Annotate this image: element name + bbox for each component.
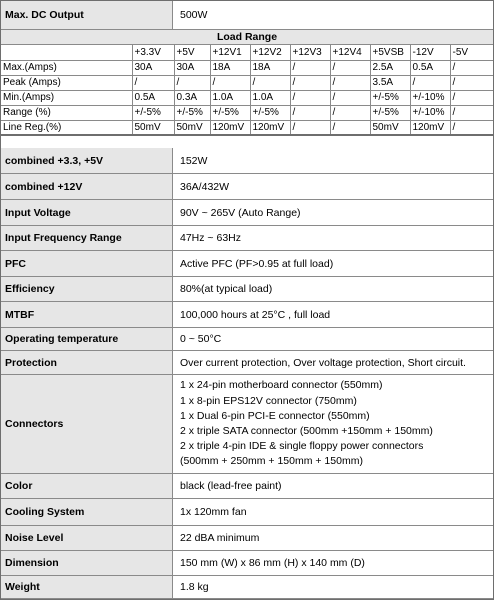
spec-row-input-voltage [1,200,493,226]
table-cell: / [174,75,210,90]
table-cell: / [290,105,330,120]
table-cell: / [450,90,493,105]
spec-row-cooling-system [1,499,493,526]
table-cell: 30A [174,60,210,75]
table-cell: / [132,75,174,90]
spec-label: MTBF [1,302,173,328]
table-cell: / [330,120,370,135]
spec-value: 150 mm (W) x 86 mm (H) x 140 mm (D) [173,551,493,576]
spec-row-weight [1,576,493,599]
table-cell: / [330,75,370,90]
load-range-header-row [1,45,493,60]
spec-label: PFC [1,251,173,277]
table-cell: +/-5% [174,105,210,120]
table-cell: 120mV [410,120,450,135]
spec-label: Efficiency [1,277,173,302]
table-cell: / [450,120,493,135]
spec-value: Over current protection, Over voltage protection, Short circuit. [173,351,493,375]
spec-value: Active PFC (PF>0.95 at full load) [173,251,493,277]
table-cell: 50mV [174,120,210,135]
spec-row-combined-12v [1,174,493,200]
load-range-row [1,75,493,90]
spec-value: 1x 120mm fan [173,499,493,526]
load-range-table [1,45,493,136]
spec-label: Noise Level [1,526,173,551]
spec-value: 22 dBA minimum [173,526,493,551]
table-cell: / [450,75,493,90]
connector-line: (500mm + 250mm + 150mm + 150mm) [180,455,363,468]
spec-row-combined-3-3-5v [1,148,493,174]
spec-row-operating-temperature [1,328,493,351]
column-header: +5VSB [370,45,410,60]
table-cell: +/-5% [370,105,410,120]
spec-label: Input Frequency Range [1,226,173,251]
spec-row-color [1,474,493,499]
load-range-row [1,120,493,135]
spec-row-noise-level [1,526,493,551]
spec-label: Operating temperature [1,328,173,351]
spec-value: 47Hz ~ 63Hz [173,226,493,251]
connector-line: 1 x 8-pin EPS12V connector (750mm) [180,394,357,407]
spec-value: 0 ~ 50°C [173,328,493,351]
spec-label: Weight [1,576,173,599]
column-header: +3.3V [132,45,174,60]
spec-label: Max. DC Output [1,1,173,30]
table-cell: 18A [250,60,290,75]
table-cell: +/-10% [410,90,450,105]
spec-row-dimension [1,551,493,576]
connector-line: 1 x 24-pin motherboard connector (550mm) [180,379,383,392]
spec-row-efficiency [1,277,493,302]
connector-line: 1 x Dual 6-pin PCI-E connector (550mm) [180,409,370,422]
spec-row-pfc [1,251,493,277]
table-cell: / [290,120,330,135]
column-header: +12V4 [330,45,370,60]
spec-value: 36A/432W [173,174,493,200]
column-header [1,45,132,60]
table-cell: / [290,75,330,90]
column-header: +12V1 [210,45,250,60]
row-label: Max.(Amps) [1,60,132,75]
table-cell: 1.0A [210,90,250,105]
column-header: +12V3 [290,45,330,60]
spec-row-mtbf [1,302,493,328]
column-header: +12V2 [250,45,290,60]
table-cell: / [250,75,290,90]
table-cell: 0.3A [174,90,210,105]
table-cell: / [330,90,370,105]
table-cell: +/-10% [410,105,450,120]
spec-value: 500W [173,1,493,30]
load-range-title: Load Range [1,30,493,45]
spec-value: 80%(at typical load) [173,277,493,302]
spec-label: combined +12V [1,174,173,200]
spec-row-input-frequency-range [1,226,493,251]
column-header: -5V [450,45,493,60]
spec-value: 90V ~ 265V (Auto Range) [173,200,493,226]
spec-label: Dimension [1,551,173,576]
table-cell: 18A [210,60,250,75]
spec-value: 100,000 hours at 25°C , full load [173,302,493,328]
table-cell: 0.5A [132,90,174,105]
table-cell: / [450,60,493,75]
table-cell: +/-5% [370,90,410,105]
table-cell: 50mV [132,120,174,135]
connector-list [173,375,493,474]
table-cell: / [330,60,370,75]
table-cell: +/-5% [210,105,250,120]
table-cell: 2.5A [370,60,410,75]
table-cell: 1.0A [250,90,290,105]
load-range-row [1,105,493,120]
table-cell: / [290,90,330,105]
row-label: Peak (Amps) [1,75,132,90]
row-label: Line Reg.(%) [1,120,132,135]
row-label: Min.(Amps) [1,90,132,105]
row-label: Range (%) [1,105,132,120]
table-cell: / [410,75,450,90]
spec-row-connectors [1,375,493,474]
spec-label: Input Voltage [1,200,173,226]
table-cell: +/-5% [250,105,290,120]
table-cell: 3.5A [370,75,410,90]
table-cell: 0.5A [410,60,450,75]
spec-row-max-dc-output [1,1,493,30]
column-header: -12V [410,45,450,60]
spec-value: black (lead-free paint) [173,474,493,499]
spec-row-protection [1,351,493,375]
table-cell: / [290,60,330,75]
table-cell: 50mV [370,120,410,135]
spec-label: combined +3.3, +5V [1,148,173,174]
connector-line: 2 x triple SATA connector (500mm +150mm + 150mm) [180,425,433,437]
spec-value: 1.8 kg [173,576,493,599]
spec-value: 152W [173,148,493,174]
table-cell: / [330,105,370,120]
column-header: +5V [174,45,210,60]
spec-label: Cooling System [1,499,173,526]
spec-label: Color [1,474,173,499]
spec-label: Connectors [1,375,173,474]
table-cell: 120mV [210,120,250,135]
table-cell: / [210,75,250,90]
table-cell: +/-5% [132,105,174,120]
load-range-row [1,60,493,75]
load-range-row [1,90,493,105]
connector-line: 2 x triple 4-pin IDE & single floppy power connectors [180,440,424,453]
table-cell: / [450,105,493,120]
table-cell: 30A [132,60,174,75]
table-cell: 120mV [250,120,290,135]
spec-label: Protection [1,351,173,375]
